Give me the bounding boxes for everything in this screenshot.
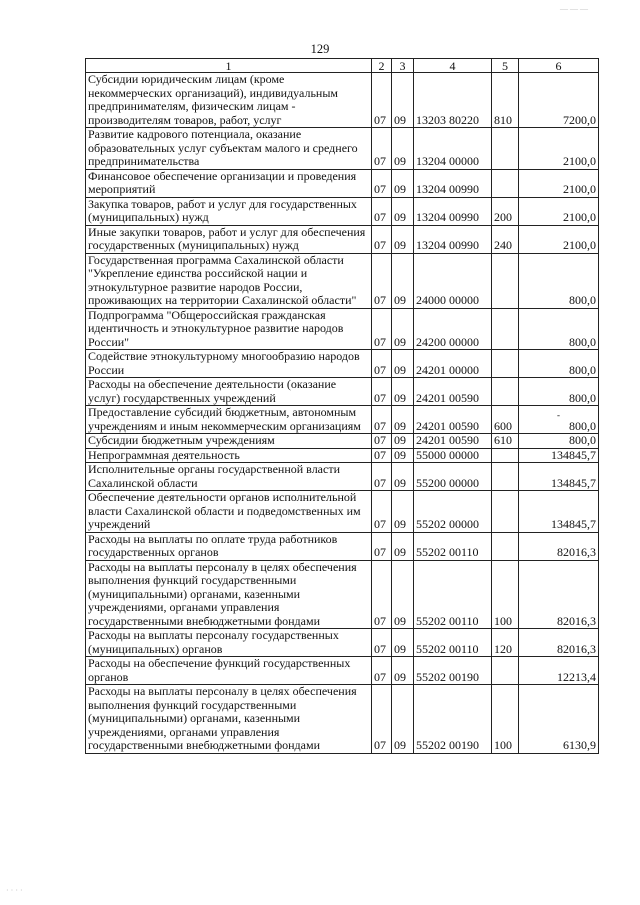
cell-amt: 800,0: [519, 253, 599, 308]
cell-sub: 09: [392, 378, 414, 406]
table-row: [86, 197, 599, 225]
page-number: 129: [310, 42, 330, 56]
cell-sec: 07: [372, 560, 392, 629]
cell-name: Содействие этнокультурному многообразию народов России: [86, 350, 372, 378]
cell-sec: 07: [372, 448, 392, 463]
cell-name: Субсидии бюджетным учреждениям: [86, 434, 372, 449]
cell-name: Подпрограмма "Общероссийская гражданская идентичность и этнокультурное развитие народов России": [86, 308, 372, 350]
budget-table: [85, 58, 599, 754]
cell-tgt: 24201 00000: [414, 350, 492, 378]
table-row: [86, 225, 599, 253]
header-cell: 3: [392, 59, 414, 73]
cell-sub: 09: [392, 197, 414, 225]
header-cell: 5: [492, 59, 519, 73]
cell-sub: 09: [392, 73, 414, 128]
header-cell: 6: [519, 59, 599, 73]
table-row: [86, 685, 599, 754]
cell-name: Непрограммная деятельность: [86, 448, 372, 463]
cell-tgt: 13204 00990: [414, 169, 492, 197]
cell-ctype: 200: [492, 197, 519, 225]
cell-tgt: 55202 00110: [414, 629, 492, 657]
cell-name: Государственная программа Сахалинской области "Укрепление единства российской нации и этнокультурное развитие народов России, проживающих на территории Сахалинской области": [86, 253, 372, 308]
cell-tgt: 24201 00590: [414, 434, 492, 449]
cell-amt: 800,0: [519, 434, 599, 449]
table-row: [86, 378, 599, 406]
cell-sub: 09: [392, 350, 414, 378]
table-row: [86, 491, 599, 533]
cell-ctype: [492, 169, 519, 197]
cell-sec: 07: [372, 73, 392, 128]
cell-amt: 7200,0: [519, 73, 599, 128]
cell-amt: 134845,7: [519, 491, 599, 533]
header-cell: 1: [86, 59, 372, 73]
table-row: [86, 657, 599, 685]
cell-amt: 800,0: [519, 350, 599, 378]
cell-ctype: [492, 128, 519, 170]
table-row: [86, 434, 599, 449]
cell-tgt: 13204 00000: [414, 128, 492, 170]
table-body: [86, 73, 599, 754]
cell-sec: 07: [372, 225, 392, 253]
cell-amt: 800,0: [519, 308, 599, 350]
cell-ctype: 100: [492, 560, 519, 629]
table-row: [86, 406, 599, 434]
cell-name: Обеспечение деятельности органов исполнительной власти Сахалинской области и подведомственных им учреждений: [86, 491, 372, 533]
cell-tgt: 55202 00190: [414, 657, 492, 685]
amount-value: 800,0: [569, 418, 596, 433]
cell-sec: 07: [372, 378, 392, 406]
cell-amt: 134845,7: [519, 448, 599, 463]
cell-ctype: [492, 532, 519, 560]
cell-tgt: 55200 00000: [414, 463, 492, 491]
cell-ctype: 600: [492, 406, 519, 434]
cell-amt: 82016,3: [519, 560, 599, 629]
cell-ctype: 810: [492, 73, 519, 128]
cell-name: Финансовое обеспечение организации и проведения мероприятий: [86, 169, 372, 197]
cell-amt: 82016,3: [519, 532, 599, 560]
cell-tgt: 24201 00590: [414, 378, 492, 406]
cell-sec: 07: [372, 350, 392, 378]
header-row: [86, 59, 599, 73]
cell-amt: 2100,0: [519, 197, 599, 225]
cell-sec: 07: [372, 169, 392, 197]
cell-tgt: 55202 00000: [414, 491, 492, 533]
cell-sub: 09: [392, 657, 414, 685]
cell-name: Закупка товаров, работ и услуг для государственных (муниципальных) нужд: [86, 197, 372, 225]
cell-tgt: 55202 00110: [414, 560, 492, 629]
table-row: [86, 350, 599, 378]
cell-tgt: 13203 80220: [414, 73, 492, 128]
table-row: [86, 128, 599, 170]
cell-sub: 09: [392, 225, 414, 253]
table-row: [86, 560, 599, 629]
cell-sec: 07: [372, 657, 392, 685]
cell-sec: 07: [372, 532, 392, 560]
cell-ctype: [492, 350, 519, 378]
cell-sub: 09: [392, 253, 414, 308]
cell-ctype: [492, 463, 519, 491]
cell-ctype: [492, 448, 519, 463]
cell-tgt: 13204 00990: [414, 225, 492, 253]
table-row: [86, 448, 599, 463]
cell-amt: 800,0: [519, 378, 599, 406]
cell-sub: 09: [392, 629, 414, 657]
cell-amt: 134845,7: [519, 463, 599, 491]
cell-sec: 07: [372, 434, 392, 449]
cell-sub: 09: [392, 463, 414, 491]
cell-sec: 07: [372, 197, 392, 225]
cell-sub: 09: [392, 560, 414, 629]
table-row: [86, 253, 599, 308]
cell-amt: 12213,4: [519, 657, 599, 685]
table-row: [86, 308, 599, 350]
cell-name: Расходы на выплаты персоналу в целях обеспечения выполнения функций государственными (муниципальными) органами, казенными учреждениями, органами управления государственными внебюджетными фондами: [86, 685, 372, 754]
cell-amt: 82016,3: [519, 629, 599, 657]
cell-name: Субсидии юридическим лицам (кроме некоммерческих организаций), индивидуальным предпринимателям, физическим лицам - производителям товаров, работ, услуг: [86, 73, 372, 128]
cell-sub: 09: [392, 169, 414, 197]
cell-sec: 07: [372, 463, 392, 491]
cell-amt: 2100,0: [519, 225, 599, 253]
table-row: [86, 169, 599, 197]
cell-sec: 07: [372, 406, 392, 434]
cell-ctype: [492, 378, 519, 406]
table-row: [86, 629, 599, 657]
cell-sub: 09: [392, 532, 414, 560]
scan-artifact: · · · ·: [6, 886, 23, 895]
cell-name: Расходы на выплаты по оплате труда работников государственных органов: [86, 532, 372, 560]
cell-sec: 07: [372, 629, 392, 657]
cell-tgt: 55202 00110: [414, 532, 492, 560]
cell-sub: 09: [392, 406, 414, 434]
cell-tgt: 24000 00000: [414, 253, 492, 308]
table-row: [86, 463, 599, 491]
cell-ctype: 100: [492, 685, 519, 754]
scan-artifact: — — —: [560, 4, 588, 13]
header-cell: 2: [372, 59, 392, 73]
cell-tgt: 55202 00190: [414, 685, 492, 754]
table-row: [86, 73, 599, 128]
cell-name: Иные закупки товаров, работ и услуг для обеспечения государственных (муниципальных) нужд: [86, 225, 372, 253]
cell-sec: 07: [372, 685, 392, 754]
cell-sec: 07: [372, 128, 392, 170]
cell-ctype: [492, 657, 519, 685]
cell-sub: 09: [392, 308, 414, 350]
cell-name: Расходы на обеспечение функций государственных органов: [86, 657, 372, 685]
cell-name: Развитие кадрового потенциала, оказание образовательных услуг субъектам малого и среднего предпринимательства: [86, 128, 372, 170]
cell-ctype: [492, 253, 519, 308]
cell-tgt: 55000 00000: [414, 448, 492, 463]
tick-mark: -: [557, 409, 560, 420]
table-row: [86, 532, 599, 560]
cell-sec: 07: [372, 491, 392, 533]
cell-name: Расходы на выплаты персоналу в целях обеспечения выполнения функций государственными (муниципальными) органами, казенными учреждениями, органами управления государственными внебюджетными фондами: [86, 560, 372, 629]
cell-name: Предоставление субсидий бюджетным, автономным учреждениям и иным некоммерческим организациям: [86, 406, 372, 434]
cell-amt: [519, 406, 599, 434]
cell-ctype: [492, 308, 519, 350]
cell-name: Расходы на выплаты персоналу государственных (муниципальных) органов: [86, 629, 372, 657]
cell-sub: 09: [392, 491, 414, 533]
cell-ctype: 610: [492, 434, 519, 449]
cell-tgt: 24200 00000: [414, 308, 492, 350]
cell-sub: 09: [392, 448, 414, 463]
cell-amt: 2100,0: [519, 128, 599, 170]
cell-sub: 09: [392, 685, 414, 754]
cell-sub: 09: [392, 434, 414, 449]
cell-ctype: [492, 491, 519, 533]
cell-sub: 09: [392, 128, 414, 170]
cell-amt: 2100,0: [519, 169, 599, 197]
header-cell: 4: [414, 59, 492, 73]
cell-tgt: 13204 00990: [414, 197, 492, 225]
cell-name: Исполнительные органы государственной власти Сахалинской области: [86, 463, 372, 491]
cell-amt: 6130,9: [519, 685, 599, 754]
cell-sec: 07: [372, 253, 392, 308]
cell-sec: 07: [372, 308, 392, 350]
cell-ctype: 240: [492, 225, 519, 253]
cell-ctype: 120: [492, 629, 519, 657]
cell-name: Расходы на обеспечение деятельности (оказание услуг) государственных учреждений: [86, 378, 372, 406]
cell-tgt: 24201 00590: [414, 406, 492, 434]
